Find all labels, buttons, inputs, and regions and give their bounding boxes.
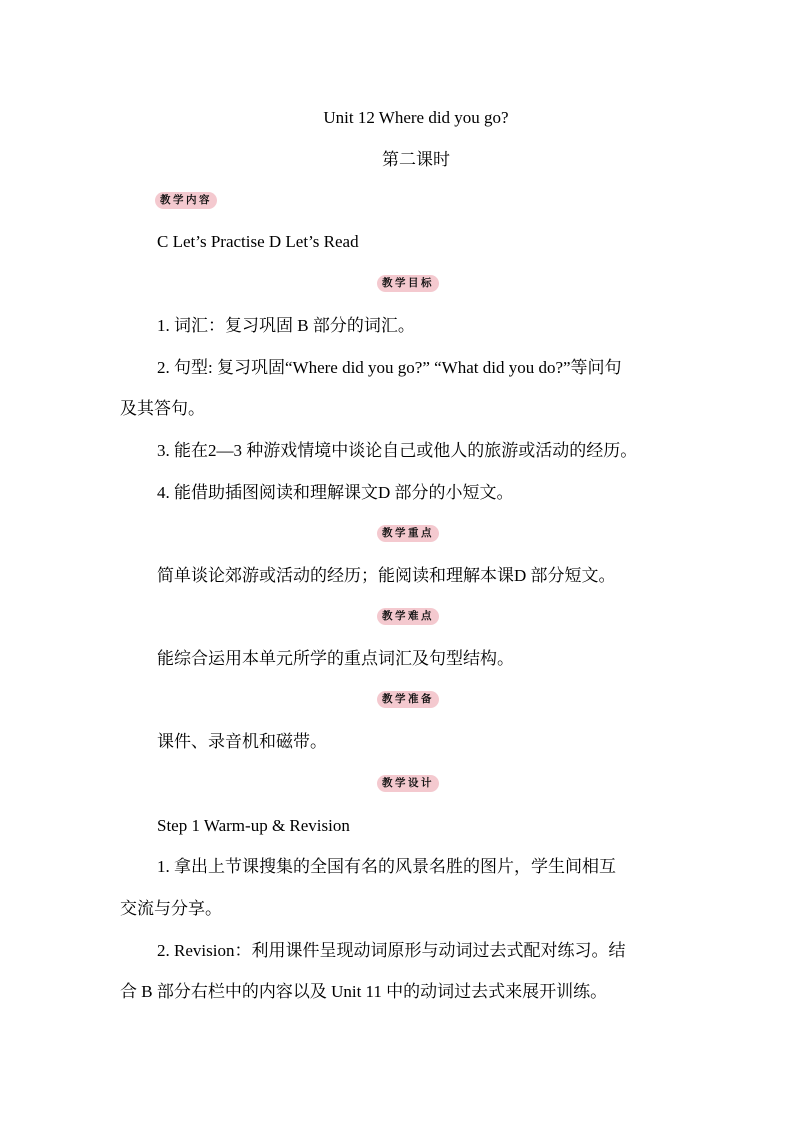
prep-label: 教学准备 xyxy=(377,691,439,708)
step1-line: 1. 拿出上节课搜集的全国有名的风景名胜的图片，学生间相互 xyxy=(157,857,616,876)
prep-text: 课件、录音机和磁带。 xyxy=(157,732,327,751)
content-text: C Let’s Practise D Let’s Read xyxy=(157,232,359,251)
step1-title: Step 1 Warm-up & Revision xyxy=(157,816,350,835)
goal-item: 2. 句型: 复习巩固“Where did you go?” “What did you do?”等问句 xyxy=(157,358,622,377)
content-label: 教学内容 xyxy=(155,192,217,209)
page-title: Unit 12 Where did you go? xyxy=(323,108,509,127)
section-badge-content xyxy=(155,190,217,210)
section-badge-goals xyxy=(377,273,439,293)
goal-item: 1. 词汇：复习巩固 B 部分的词汇。 xyxy=(157,316,415,335)
section-badge-prep xyxy=(377,689,439,709)
step1-line-continuation: 合 B 部分右栏中的内容以及 Unit 11 中的动词过去式来展开训练。 xyxy=(120,982,608,1001)
goal-item: 3. 能在2—3 种游戏情境中谈论自己或他人的旅游或活动的经历。 xyxy=(157,441,638,460)
difficulty-label: 教学难点 xyxy=(377,608,439,625)
key-text: 简单谈论郊游或活动的经历；能阅读和理解本课D 部分短文。 xyxy=(157,566,616,585)
key-label: 教学重点 xyxy=(377,525,439,542)
section-badge-key xyxy=(377,523,439,543)
difficulty-text: 能综合运用本单元所学的重点词汇及句型结构。 xyxy=(157,649,514,668)
goal-item: 4. 能借助插图阅读和理解课文D 部分的小短文。 xyxy=(157,483,514,502)
goal-item-continuation: 及其答句。 xyxy=(120,399,205,418)
step1-line: 2. Revision：利用课件呈现动词原形与动词过去式配对练习。结 xyxy=(157,941,626,960)
section-badge-design xyxy=(377,773,439,793)
page-subtitle: 第二课时 xyxy=(382,150,450,169)
section-badge-difficulty xyxy=(377,606,439,626)
step1-line-continuation: 交流与分享。 xyxy=(120,899,222,918)
goals-label: 教学目标 xyxy=(377,275,439,292)
design-label: 教学设计 xyxy=(377,775,439,792)
